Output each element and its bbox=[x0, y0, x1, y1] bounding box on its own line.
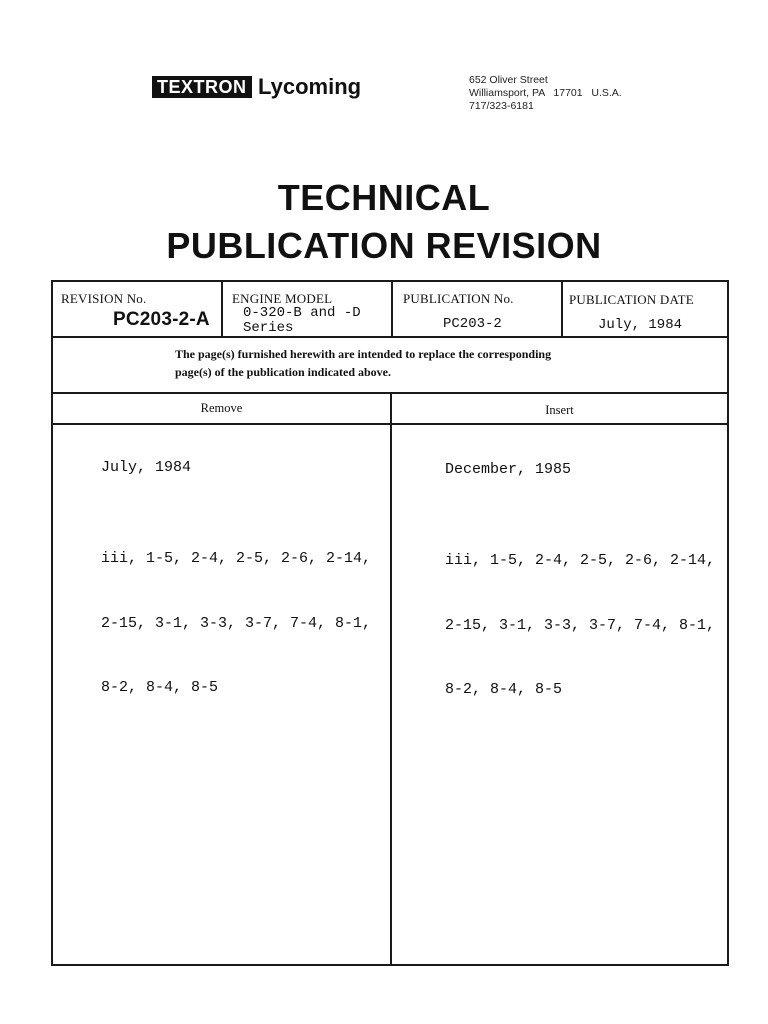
remove-insert-divider bbox=[390, 392, 392, 964]
engine-model-label: ENGINE MODEL bbox=[232, 291, 333, 306]
publication-no-value: PC203-2 bbox=[443, 316, 502, 332]
insert-pages-line-3: 8-2, 8-4, 8-5 bbox=[445, 681, 563, 698]
insert-pages-line-1: iii, 1-5, 2-4, 2-5, 2-6, 2-14, bbox=[445, 552, 716, 569]
header-col-divider-2 bbox=[391, 280, 393, 338]
insert-date: December, 1985 bbox=[445, 461, 572, 478]
engine-model-value-line2: Series bbox=[243, 320, 294, 336]
header-divider bbox=[51, 336, 729, 338]
revision-no-value: PC203-2-A bbox=[113, 309, 210, 330]
textron-logo: TEXTRON bbox=[152, 76, 252, 98]
remove-date: July, 1984 bbox=[101, 459, 192, 476]
lycoming-wordmark: Lycoming bbox=[258, 74, 362, 99]
header-col-divider-3 bbox=[561, 280, 563, 338]
engine-model-value-line1: 0-320-B and -D bbox=[243, 305, 361, 321]
address-line-phone: 717/323-6181 bbox=[469, 100, 534, 112]
insert-pages-line-2: 2-15, 3-1, 3-3, 3-7, 7-4, 8-1, bbox=[445, 616, 716, 634]
address-line-city: Williamsport, PA 17701 U.S.A. bbox=[469, 87, 622, 99]
notice-line-2: page(s) of the publication indicated above. bbox=[175, 365, 392, 379]
remove-pages-line-3: 8-2, 8-4, 8-5 bbox=[101, 679, 219, 696]
address-line-street: 652 Oliver Street bbox=[469, 74, 548, 86]
notice-line-1: The page(s) furnished herewith are intended to replace the corresponding bbox=[175, 347, 552, 361]
insert-column-heading: Insert bbox=[545, 403, 574, 417]
company-address bbox=[469, 74, 622, 113]
insert-page-list bbox=[445, 507, 715, 722]
publication-no-label: PUBLICATION No. bbox=[403, 291, 514, 306]
publication-date-label: PUBLICATION DATE bbox=[569, 292, 694, 307]
publication-date-value: July, 1984 bbox=[598, 317, 683, 333]
document-title-line1: TECHNICAL bbox=[277, 177, 491, 218]
document-title-line2: PUBLICATION REVISION bbox=[166, 225, 602, 266]
remove-pages-line-2: 2-15, 3-1, 3-3, 3-7, 7-4, 8-1, bbox=[101, 614, 372, 632]
remove-page-list bbox=[101, 505, 371, 720]
revision-no-label: REVISION No. bbox=[61, 291, 147, 306]
remove-pages-line-1: iii, 1-5, 2-4, 2-5, 2-6, 2-14, bbox=[101, 550, 372, 567]
header-col-divider-1 bbox=[221, 280, 223, 338]
remove-column-heading: Remove bbox=[200, 401, 243, 415]
